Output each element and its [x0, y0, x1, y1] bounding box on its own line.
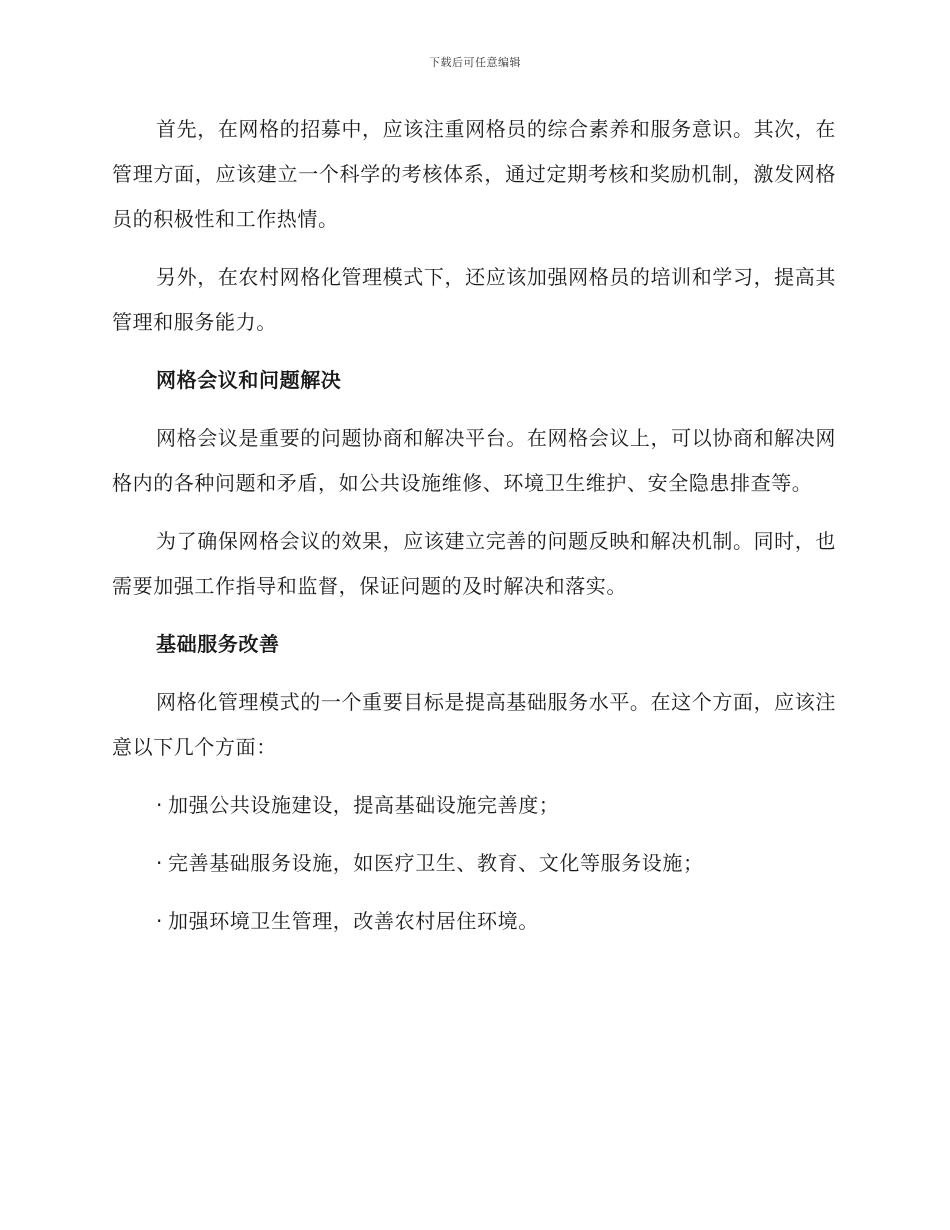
bullet-item [112, 899, 836, 944]
section-heading-grid-meeting: 网格会议和问题解决 [156, 368, 342, 392]
paragraph: 首先，在网格的招募中，应该注重网格员的综合素养和服务意识。其次，在管理方面，应该建立一个科学的考核体系，通过定期考核和奖励机制，激发网格员的积极性和工作热情。 [112, 117, 836, 231]
bullet-item [112, 841, 836, 886]
bullet-text: 加强公共设施建设，提高基础设施完善度； [168, 793, 560, 817]
bullet-dot-icon: · [156, 851, 163, 875]
header-note: 下载后可任意编辑 [429, 56, 521, 69]
paragraph: 为了确保网格会议的效果，应该建立完善的问题反映和解决机制。同时，也需要加强工作指导和监督，保证问题的及时解决和落实。 [112, 529, 836, 598]
document-body [112, 107, 836, 957]
section-heading-basic-services: 基础服务改善 [156, 632, 280, 656]
paragraph: 网格化管理模式的一个重要目标是提高基础服务水平。在这个方面，应该注意以下几个方面： [112, 690, 836, 759]
bullet-dot-icon: · [156, 793, 163, 817]
bullet-dot-icon: · [156, 909, 163, 933]
bullet-text: 加强环境卫生管理，改善农村居住环境。 [168, 909, 539, 933]
bullet-item [112, 783, 836, 828]
bullet-text: 完善基础服务设施，如医疗卫生、教育、文化等服务设施； [168, 851, 704, 875]
paragraph: 另外，在农村网格化管理模式下，还应该加强网格员的培训和学习，提高其管理和服务能力。 [112, 265, 836, 334]
paragraph: 网格会议是重要的问题协商和解决平台。在网格会议上，可以协商和解决网格内的各种问题和矛盾，如公共设施维修、环境卫生维护、安全隐患排查等。 [112, 426, 836, 495]
